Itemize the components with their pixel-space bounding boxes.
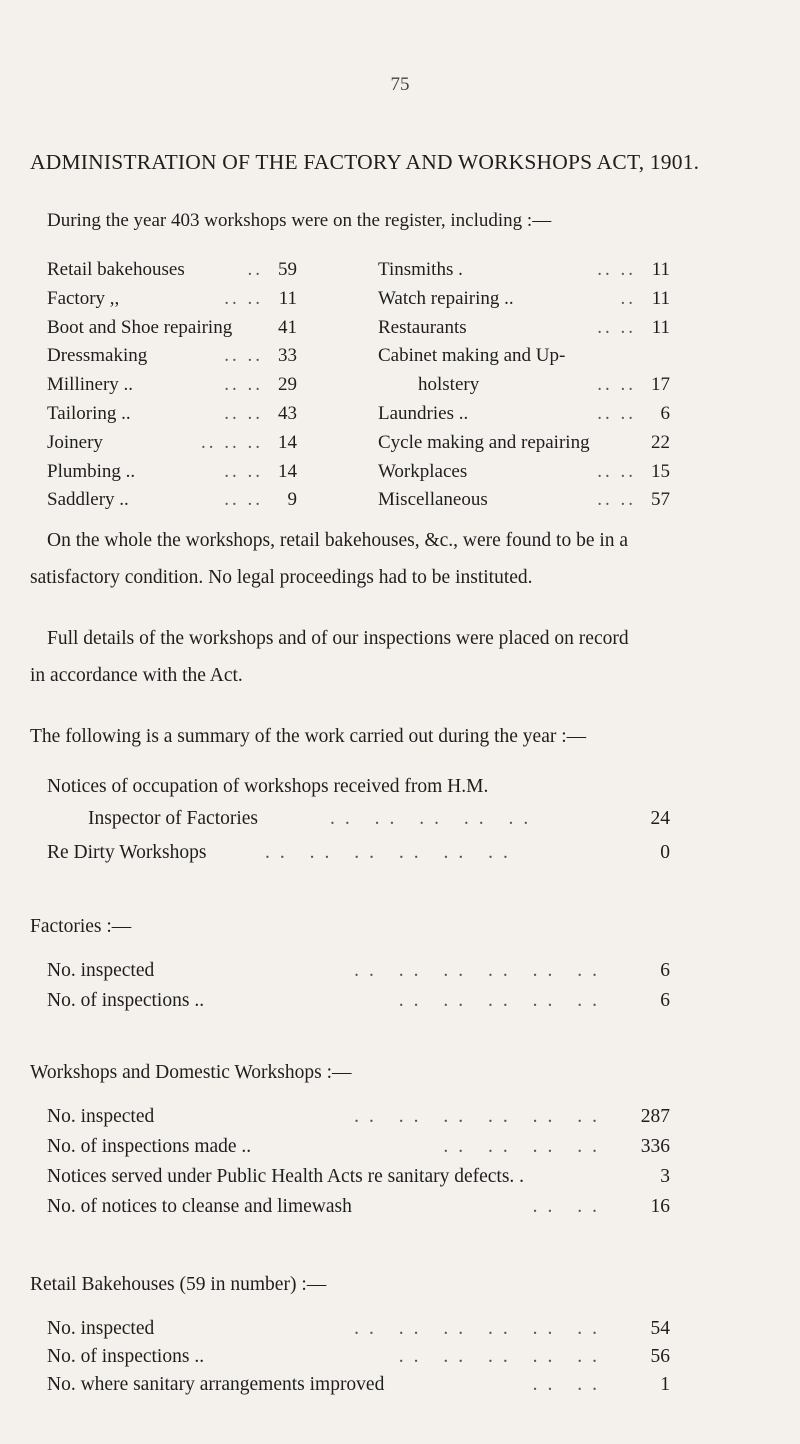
left-column-value: 14 bbox=[278, 431, 297, 453]
workshops-value: 16 bbox=[650, 1196, 670, 1217]
left-column-row bbox=[47, 429, 297, 457]
factories-label: No. inspected bbox=[47, 960, 155, 981]
bakehouses-label: No. inspected bbox=[47, 1318, 155, 1339]
leader-dots: .. .. .. .. .. .. bbox=[265, 842, 518, 863]
leader-dots: .. .. .. .. .. bbox=[330, 808, 539, 829]
bakehouses-value: 54 bbox=[650, 1318, 670, 1339]
leader-dots: .. .. .. .. .. .. bbox=[354, 1106, 607, 1127]
paragraph-line: Full details of the workshops and of our inspections were placed on record bbox=[47, 628, 629, 649]
left-column-value: 11 bbox=[278, 287, 297, 309]
left-column-label: Dressmaking bbox=[47, 345, 148, 367]
left-column-label: Joinery bbox=[47, 431, 103, 453]
factories-label: No. of inspections .. bbox=[47, 990, 205, 1011]
right-column-label: Miscellaneous bbox=[378, 489, 488, 511]
bakehouses-row bbox=[47, 1374, 677, 1402]
right-column-value: 11 bbox=[651, 259, 670, 280]
workshops-label: No. of notices to cleanse and limewash bbox=[47, 1196, 352, 1217]
leader-dots: .. .. bbox=[597, 460, 636, 482]
workshops-row bbox=[47, 1106, 677, 1136]
notices-line: Notices of occupation of workshops received from H.M. bbox=[47, 776, 489, 797]
workshops-row bbox=[47, 1136, 677, 1166]
right-column-label: Cabinet making and Up- bbox=[378, 345, 566, 367]
workshop-list-left bbox=[47, 256, 297, 516]
leader-dots: .. .. bbox=[597, 316, 636, 338]
workshops-value: 336 bbox=[640, 1136, 670, 1157]
right-column-row bbox=[378, 458, 670, 486]
right-column-row bbox=[378, 400, 670, 428]
left-column-row bbox=[47, 400, 297, 428]
left-column-row bbox=[47, 458, 297, 486]
left-column-value: 14 bbox=[278, 460, 297, 482]
factories-row bbox=[47, 990, 677, 1020]
workshops-list bbox=[47, 1106, 677, 1246]
paragraph-line: in accordance with the Act. bbox=[30, 665, 243, 686]
left-column-row bbox=[47, 314, 297, 342]
right-column-label: Restaurants bbox=[378, 316, 467, 338]
leader-dots: .. bbox=[620, 287, 636, 309]
left-column-label: Retail bakehouses bbox=[47, 259, 185, 280]
bakehouses-value: 1 bbox=[660, 1374, 670, 1395]
left-column-label: Millinery .. bbox=[47, 374, 134, 396]
notices-value: 24 bbox=[650, 808, 670, 829]
right-column-value: 57 bbox=[651, 489, 670, 511]
dirty-workshops-value: 0 bbox=[660, 842, 670, 863]
summary-intro: The following is a summary of the work carried out during the year :— bbox=[30, 726, 587, 747]
right-column-row bbox=[378, 285, 670, 313]
workshops-value: 287 bbox=[640, 1106, 670, 1127]
left-column-label: Saddlery .. bbox=[47, 489, 129, 511]
paragraph-line: On the whole the workshops, retail bakehouses, &c., were found to be in a bbox=[47, 530, 629, 551]
right-column-value: 11 bbox=[651, 316, 670, 338]
leader-dots: .. .. .. .. .. .. bbox=[354, 960, 607, 981]
left-column-row bbox=[47, 342, 297, 370]
left-column-row bbox=[47, 371, 297, 399]
leader-dots: .. .. bbox=[224, 374, 263, 396]
paragraph-line: satisfactory condition. No legal proceedings had to be instituted. bbox=[30, 567, 533, 588]
bakehouses-list bbox=[47, 1318, 677, 1418]
leader-dots: .. .. bbox=[532, 1196, 607, 1217]
right-column-label: Tinsmiths . bbox=[378, 259, 463, 280]
leader-dots: .. bbox=[247, 259, 263, 280]
left-column-value: 43 bbox=[278, 403, 297, 424]
factories-list bbox=[47, 960, 677, 1030]
workshops-label: No. of inspections made .. bbox=[47, 1136, 252, 1157]
leader-dots: .. .. bbox=[224, 287, 263, 309]
bakehouses-label: No. of inspections .. bbox=[47, 1346, 205, 1367]
page-number: 75 bbox=[390, 74, 410, 95]
right-column-row bbox=[378, 256, 670, 284]
leader-dots: .. .. bbox=[597, 259, 636, 280]
leader-dots: .. .. bbox=[224, 403, 263, 424]
right-column-row bbox=[378, 314, 670, 342]
left-column-label: Factory ,, bbox=[47, 287, 120, 309]
leader-dots: .. .. .. .. bbox=[443, 1136, 607, 1157]
workshops-row bbox=[47, 1166, 677, 1196]
workshops-title: Workshops and Domestic Workshops :— bbox=[30, 1062, 352, 1083]
bakehouses-title: Retail Bakehouses (59 in number) :— bbox=[30, 1274, 327, 1295]
workshops-value: 3 bbox=[660, 1166, 670, 1187]
leader-dots: .. .. bbox=[532, 1374, 607, 1395]
left-column-row bbox=[47, 285, 297, 313]
left-column-label: Plumbing .. bbox=[47, 460, 136, 482]
workshops-label: Notices served under Public Health Acts re sanitary defects. . bbox=[47, 1166, 525, 1187]
bakehouses-row bbox=[47, 1346, 677, 1374]
factories-row bbox=[47, 960, 677, 990]
paragraph-condition bbox=[30, 522, 629, 596]
leader-dots: .. .. .. .. .. bbox=[398, 1346, 607, 1367]
right-column-row bbox=[378, 342, 670, 370]
right-column-row bbox=[378, 429, 670, 457]
right-column-value: 17 bbox=[651, 374, 670, 396]
left-column-value: 29 bbox=[278, 374, 297, 396]
paragraph-details bbox=[30, 620, 629, 694]
leader-dots: .. .. .. .. .. .. bbox=[354, 1318, 607, 1339]
right-column-label: holstery bbox=[418, 374, 480, 396]
intro-text: During the year 403 workshops were on the register, including :— bbox=[47, 210, 552, 231]
leader-dots: .. .. bbox=[597, 489, 636, 511]
right-column-label: Laundries .. bbox=[378, 403, 469, 424]
notices-subline: Inspector of Factories bbox=[88, 808, 259, 829]
right-column-row bbox=[378, 371, 670, 399]
right-column-row bbox=[378, 486, 670, 514]
workshop-list-right bbox=[378, 256, 670, 516]
workshops-label: No. inspected bbox=[47, 1106, 155, 1127]
left-column-label: Tailoring .. bbox=[47, 403, 131, 424]
right-column-label: Watch repairing .. bbox=[378, 287, 514, 309]
factories-value: 6 bbox=[660, 960, 670, 981]
left-column-value: 59 bbox=[278, 259, 297, 280]
dirty-workshops-label: Re Dirty Workshops bbox=[47, 842, 207, 863]
factories-value: 6 bbox=[660, 990, 670, 1011]
bakehouses-row bbox=[47, 1318, 677, 1346]
factories-title: Factories :— bbox=[30, 916, 132, 937]
left-column-value: 41 bbox=[278, 316, 297, 338]
left-column-label: Boot and Shoe repairing bbox=[47, 316, 233, 338]
left-column-row bbox=[47, 486, 297, 514]
leader-dots: .. .. .. .. .. bbox=[398, 990, 607, 1011]
bakehouses-label: No. where sanitary arrangements improved bbox=[47, 1374, 385, 1395]
right-column-value: 11 bbox=[651, 287, 670, 309]
right-column-value: 15 bbox=[651, 460, 670, 482]
leader-dots: .. .. bbox=[224, 489, 263, 511]
leader-dots: .. .. .. bbox=[201, 431, 263, 453]
right-column-value: 6 bbox=[660, 403, 670, 424]
leader-dots: .. .. bbox=[597, 374, 636, 396]
workshops-row bbox=[47, 1196, 677, 1226]
leader-dots: .. .. bbox=[597, 403, 636, 424]
left-column-value: 9 bbox=[287, 489, 297, 511]
leader-dots: .. .. bbox=[224, 345, 263, 367]
right-column-label: Cycle making and repairing bbox=[378, 431, 590, 453]
right-column-value: 22 bbox=[651, 431, 670, 453]
right-column-label: Workplaces bbox=[378, 460, 468, 482]
left-column-row bbox=[47, 256, 297, 284]
bakehouses-value: 56 bbox=[650, 1346, 670, 1367]
leader-dots: .. .. bbox=[224, 460, 263, 482]
page-title: ADMINISTRATION OF THE FACTORY AND WORKSHOPS ACT, 1901. bbox=[30, 150, 700, 174]
left-column-value: 33 bbox=[278, 345, 297, 367]
